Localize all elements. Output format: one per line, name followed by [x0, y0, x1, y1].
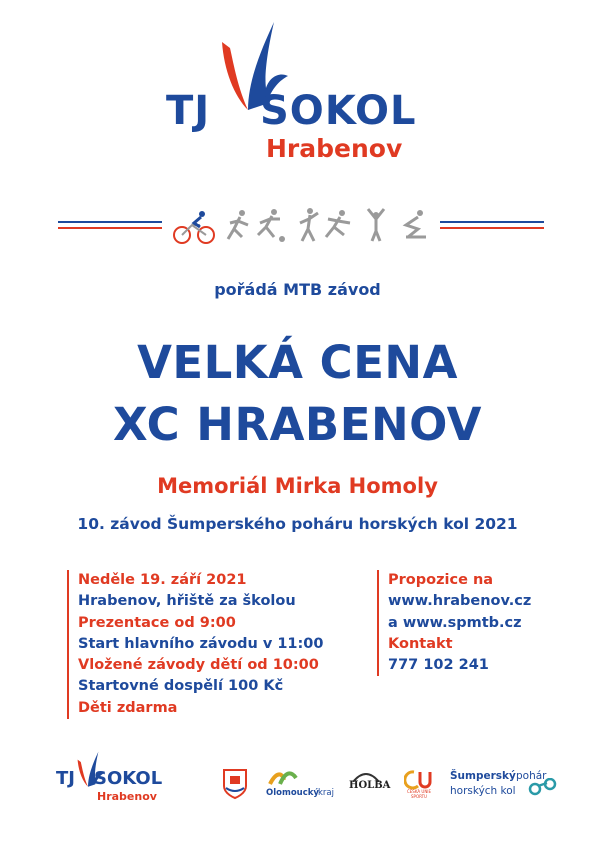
logo-tj-text: TJ — [56, 768, 75, 789]
footballer-icon — [258, 209, 285, 242]
detail-kids-free: Děti zdarma — [78, 699, 178, 716]
divider-left-blue — [58, 221, 162, 223]
olomoucky-kraj-logo — [264, 770, 340, 800]
partner-spmtb-rest-text: pohár — [516, 770, 547, 782]
partner-spmtb-bold-text: Šumperský — [450, 770, 516, 782]
event-details — [67, 570, 378, 719]
partner-spmtb-line2-text: horských kol — [450, 785, 516, 797]
logo-tj-text: TJ — [166, 88, 211, 134]
contact-phone: 777 102 241 — [388, 657, 489, 674]
holba-logo — [347, 770, 391, 798]
link-spmtb[interactable]: a www.spmtb.cz — [388, 614, 522, 631]
sumpersky-pohar-logo — [450, 770, 562, 800]
volleyball-icon — [300, 208, 318, 241]
event-title-line2: XC HRABENOV — [113, 398, 482, 451]
sokol-logo — [160, 18, 440, 163]
cus-icon — [404, 768, 434, 790]
logo-town-text: Hrabenov — [97, 790, 157, 803]
skier-icon — [326, 210, 350, 237]
detail-registration: Prezentace od 9:00 — [78, 614, 236, 631]
gymnast-icon — [368, 209, 384, 241]
detail-date: Neděle 19. září 2021 — [78, 572, 247, 588]
partner-holba-text: HOLBA — [349, 780, 391, 791]
olomoucky-kraj-icon — [268, 770, 298, 788]
sports-pictograms — [172, 207, 432, 247]
divider-left-red — [58, 227, 162, 229]
event-title-line1: VELKÁ CENA — [137, 336, 458, 389]
organizer-line: pořádá MTB závod — [214, 280, 381, 299]
sokol-logo-small — [52, 750, 162, 805]
swimmer-icon — [406, 210, 426, 237]
divider-right-red — [440, 227, 544, 229]
partner-cus-text: ČESKÁ UNIE SPORTU — [406, 789, 432, 799]
logo-sokol-text: SOKOL — [260, 88, 417, 134]
detail-kids-races: Vložené závody dětí od 10:00 — [78, 657, 319, 674]
series-info: 10. závod Šumperského poháru horských kol 2021 — [77, 515, 518, 533]
contact-details — [377, 570, 568, 676]
ceska-unie-sportu-logo — [402, 768, 436, 800]
detail-location: Hrabenov, hřiště za školou — [78, 593, 296, 610]
detail-entry-fee: Startovné dospělí 100 Kč — [78, 678, 284, 695]
partner-olomoucky-text: Olomoucký — [266, 788, 319, 798]
detail-main-start: Start hlavního závodu v 11:00 — [78, 635, 324, 652]
hrabenov-coat-of-arms-icon — [222, 768, 248, 800]
partner-kraj-text: kraj — [318, 788, 334, 798]
logo-town-text: Hrabenov — [266, 134, 403, 163]
memorial-subtitle: Memoriál Mirka Homoly — [157, 474, 438, 498]
chain-link-icon — [528, 778, 558, 796]
contact-label: Kontakt — [388, 635, 453, 652]
runner-icon — [228, 210, 248, 239]
link-hrabenov[interactable]: www.hrabenov.cz — [388, 593, 532, 610]
divider-right-blue — [440, 221, 544, 223]
propozice-label: Propozice na — [388, 572, 494, 588]
logo-sokol-text: SOKOL — [94, 768, 163, 789]
cyclist-icon — [174, 211, 214, 243]
